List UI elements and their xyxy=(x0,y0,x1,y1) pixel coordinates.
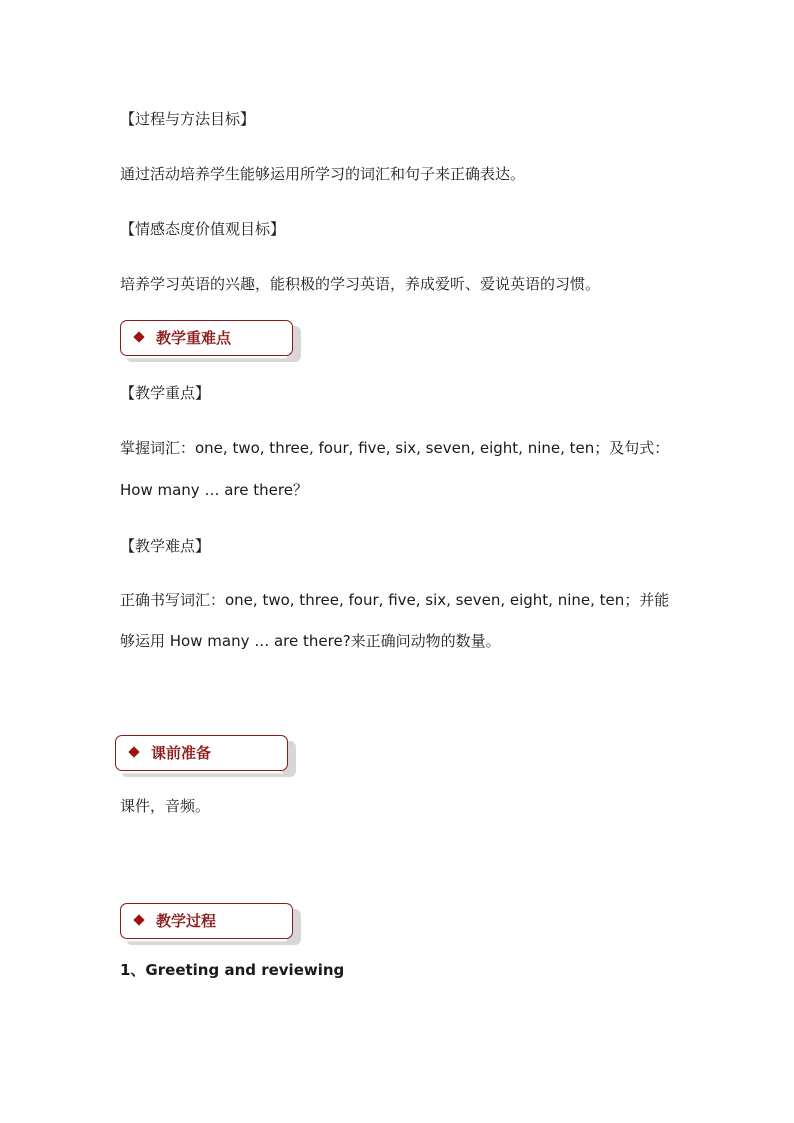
difficult-line-1: 正确书写词汇：one, two, three, four, five, six, seven, eight, nine, ten；并能 xyxy=(120,591,670,609)
difficult-line-2: 够运用 How many … are there?来正确问动物的数量。 xyxy=(120,632,501,650)
preparation-text: 课件，音频。 xyxy=(120,797,211,815)
key-line-2: How many … are there？ xyxy=(120,481,308,499)
section-key-difficult xyxy=(120,320,293,356)
emotion-heading: 【情感态度价值观目标】 xyxy=(120,220,286,238)
process-method-text: 通过活动培养学生能够运用所学习的词汇和句子来正确表达。 xyxy=(120,165,526,183)
difficult-heading: 【教学难点】 xyxy=(120,537,211,555)
process-method-heading: 【过程与方法目标】 xyxy=(120,110,256,128)
key-line-1: 掌握词汇：one, two, three, four, five, six, seven, eight, nine, ten；及句式： xyxy=(120,439,670,457)
section-process xyxy=(120,903,293,939)
section-preparation xyxy=(115,735,288,771)
section-title: 教学重难点 xyxy=(156,329,232,347)
emotion-text: 培养学习英语的兴趣，能积极的学习英语，养成爱听、爱说英语的习惯。 xyxy=(120,275,601,293)
section-title: 课前准备 xyxy=(151,744,212,762)
section-title: 教学过程 xyxy=(156,912,217,930)
key-heading: 【教学重点】 xyxy=(120,384,211,402)
process-step-1: 1、Greeting and reviewing xyxy=(120,961,345,979)
